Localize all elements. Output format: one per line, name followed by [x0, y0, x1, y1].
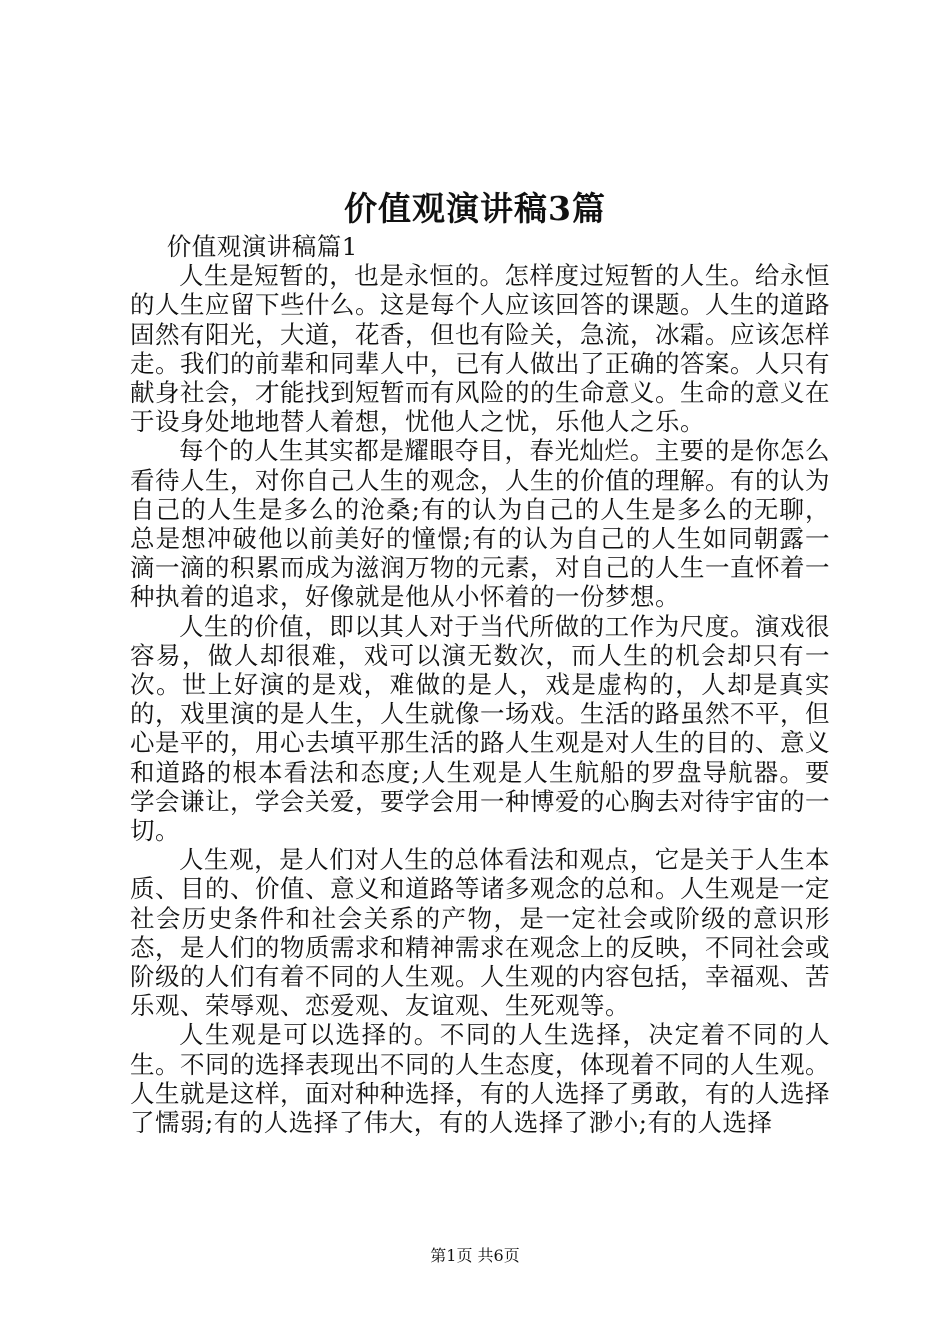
section-heading: 价值观演讲稿篇1: [166, 232, 358, 261]
paragraph: 人生是短暂的，也是永恒的。怎样度过短暂的人生。给永恒的人生应留下些什么。这是每个人应该回答的课题。人生的道路固然有阳光，大道，花香，但也有险关，急流，冰霜。应该怎样走。我们的前辈和同辈人中，已有人做出了正确的答案。人只有献身社会，才能找到短暂而有风险的的生命意义。生命的意义在于设身处地地替人着想，忧他人之忧，乐他人之乐。: [130, 261, 830, 437]
document-body: [130, 232, 830, 1137]
paragraph: 每个的人生其实都是耀眼夺目，春光灿烂。主要的是你怎么看待人生，对你自己人生的观念，人生的价值的理解。有的认为自己的人生是多么的沧桑;有的认为自己的人生是多么的无聊，总是想冲破他以前美好的憧憬;有的认为自己的人生如同朝露一滴一滴的积累而成为滋润万物的元素，对自己的人生一直怀着一种执着的追求，好像就是他从小怀着的一份梦想。: [130, 436, 830, 612]
paragraph: 人生观是可以选择的。不同的人生选择，决定着不同的人生。不同的选择表现出不同的人生态度，体现着不同的人生观。人生就是这样，面对种种选择，有的人选择了勇敢，有的人选择了懦弱;有的人选择了伟大，有的人选择了渺小;有的人选择: [130, 1020, 830, 1138]
paragraph: 人生的价值，即以其人对于当代所做的工作为尺度。演戏很容易，做人却很难，戏可以演无数次，而人生的机会却只有一次。世上好演的是戏，难做的是人，戏是虚构的，人却是真实的，戏里演的是人生，人生就像一场戏。生活的路虽然不平，但心是平的，用心去填平那生活的路人生观是对人生的目的、意义和道路的根本看法和态度;人生观是人生航船的罗盘导航器。要学会谦让，学会关爱，要学会用一种博爱的心胸去对待宇宙的一切。: [130, 611, 830, 846]
paragraph: 人生观，是人们对人生的总体看法和观点，它是关于人生本质、目的、价值、意义和道路等诸多观念的总和。人生观是一定社会历史条件和社会关系的产物，是一定社会或阶级的意识形态，是人们的物质需求和精神需求在观念上的反映，不同社会或阶级的人们有着不同的人生观。人生观的内容包括，幸福观、苦乐观、荣辱观、恋爱观、友谊观、生死观等。: [130, 845, 830, 1021]
document-title: 价值观演讲稿3篇: [344, 189, 606, 228]
page-footer: 第1页 共6页: [430, 1246, 520, 1265]
